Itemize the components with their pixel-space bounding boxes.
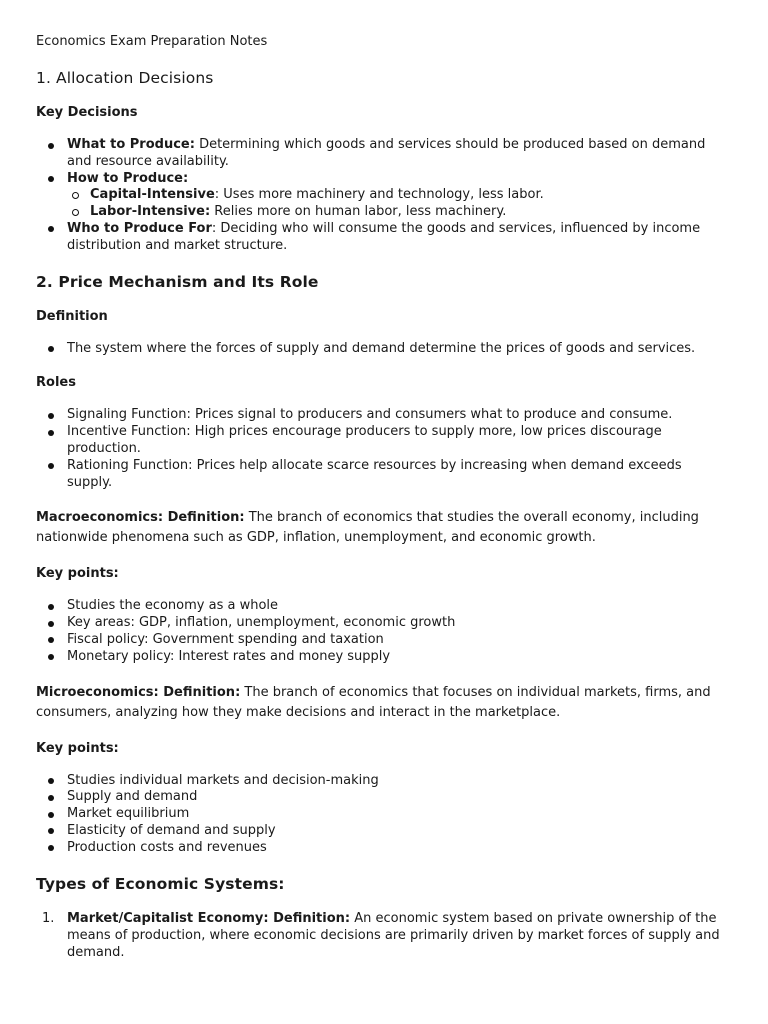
sub-list-item [67,187,726,204]
list-item: Rationing Function: Prices help allocate scarce resources by increasing when demand exceeds supply. [36,458,726,492]
roles-list [36,407,726,491]
term-text: The branch of economics that studies the overall economy, including nationwide phenomena such as GDP, inflation, unemployment, and economic growth. [36,510,699,546]
term-label: Macroeconomics: Definition: [36,510,245,526]
list-item [36,137,726,171]
term-label: Market/Capitalist Economy: Definition: [67,910,351,926]
macro-points-list [36,598,726,665]
micro-points-list [36,773,726,857]
list-item [36,171,726,221]
document-title: Economics Exam Preparation Notes [36,34,268,49]
term-text: Relies more on human labor, less machinery. [210,204,507,220]
term-label: What to Produce: [67,137,195,152]
list-item: Elasticity of demand and supply [36,823,726,840]
term-text: : Uses more machinery and technology, less labor. [214,187,544,203]
subhead-key-decisions: Key Decisions [36,105,138,120]
term-label: Who to Produce For [67,220,212,236]
term-label: Microeconomics: Definition: [36,684,241,700]
definition-list [36,341,726,358]
list-item: Key areas: GDP, inflation, unemployment, economic growth [36,615,726,632]
subhead-roles: Roles [36,375,76,391]
section-heading-price-mechanism: 2. Price Mechanism and Its Role [36,272,319,291]
economic-systems-list [36,910,726,961]
how-to-produce-sublist [67,187,726,221]
list-item: Supply and demand [36,789,726,806]
list-item: Monetary policy: Interest rates and money supply [36,649,726,666]
section-heading-economic-systems: Types of Economic Systems: [36,874,285,893]
list-item: Studies the economy as a whole [36,598,726,615]
list-item: Signaling Function: Prices signal to producers and consumers what to produce and consume. [36,407,726,424]
micro-definition [36,683,726,723]
list-item: Incentive Function: High prices encourage producers to supply more, low prices discourage production. [36,424,726,458]
list-item: Production costs and revenues [36,840,726,857]
list-item: Fiscal policy: Government spending and taxation [36,632,726,649]
term-text: The branch of economics that focuses on individual markets, firms, and consumers, analyzing how they make decisions and interact in the marketplace. [36,684,711,720]
subhead-micro-key-points: Key points: [36,740,119,756]
term-text: An economic system based on private ownership of the means of production, where economic decisions are primarily driven by market forces of supply and demand. [67,910,720,960]
sub-list-item [67,204,726,221]
subhead-macro-key-points: Key points: [36,566,119,582]
term-label: Capital-Intensive [90,187,215,203]
subhead-definition: Definition [36,308,108,324]
numbered-list-item [36,910,726,961]
key-decisions-list [36,137,726,255]
term-text: Determining which goods and services should be produced based on demand and resource availability. [67,137,706,169]
term-text: : Deciding who will consume the goods and services, influenced by income distribution and market structure. [67,220,701,253]
term-label: Labor-Intensive: [90,204,211,220]
term-label: How to Produce: [67,170,189,186]
list-item: Market equilibrium [36,806,726,823]
section-heading-allocation: 1. Allocation Decisions [36,69,214,87]
macro-definition [36,508,726,548]
list-item: Studies individual markets and decision-making [36,773,726,790]
item-number: 1. [42,910,55,926]
document-page [36,33,726,961]
list-item [36,221,726,255]
list-item: The system where the forces of supply and demand determine the prices of goods and services. [36,341,726,358]
